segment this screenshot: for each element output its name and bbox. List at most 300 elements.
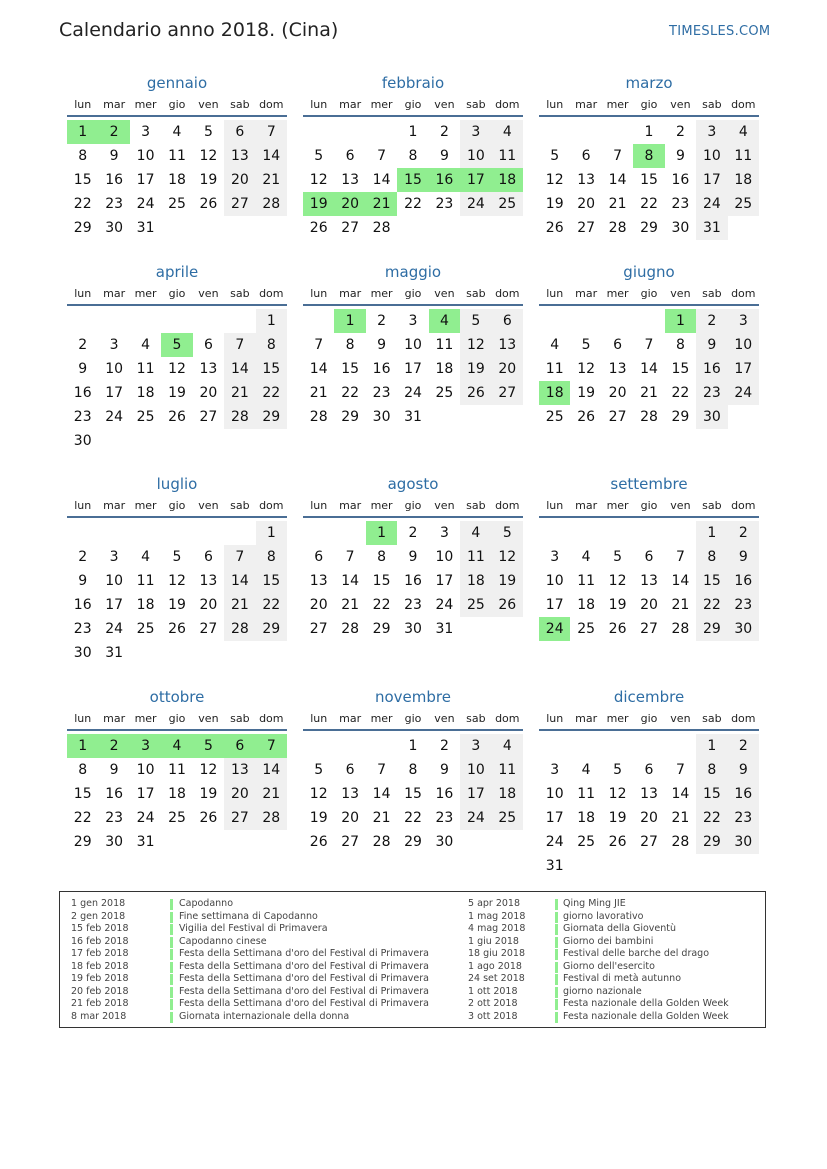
legend-holiday-name: Festa nazionale della Golden Week xyxy=(563,1010,729,1022)
legend-date: 2 gen 2018 xyxy=(71,910,126,922)
day-cell: 28 xyxy=(372,834,391,850)
day-cell: 11 xyxy=(460,545,491,569)
day-cell: 16 xyxy=(671,172,690,188)
legend-color-marker xyxy=(555,924,558,935)
day-cell: 29 xyxy=(640,220,658,236)
weekday-label: mer xyxy=(134,98,157,111)
day-cell: 15 xyxy=(256,569,287,593)
day-cell: 4 xyxy=(141,549,151,565)
weekday-label: dom xyxy=(259,712,284,725)
weekday-label: dom xyxy=(259,287,284,300)
weekday-label: dom xyxy=(259,98,284,111)
day-cell: 21 xyxy=(256,168,287,192)
day-cell: 22 xyxy=(256,381,287,405)
day-cell: 6 xyxy=(203,549,213,565)
day-cell: 14 xyxy=(372,172,391,188)
weekday-label: gio xyxy=(404,499,422,512)
day-cell: 6 xyxy=(492,309,523,333)
day-cell: 29 xyxy=(256,617,287,641)
day-cell: 24 xyxy=(460,192,491,216)
weekday-header xyxy=(67,712,287,728)
day-cell: 2 xyxy=(696,309,727,333)
weekday-label: dom xyxy=(731,712,756,725)
weekday-label: mar xyxy=(103,98,126,111)
day-cell: 9 xyxy=(728,545,759,569)
day-cell: 22 xyxy=(341,385,360,401)
day-cell: 25 xyxy=(136,409,155,425)
weekday-label: ven xyxy=(670,287,691,300)
day-cell: 11 xyxy=(168,148,186,164)
day-cell: 10 xyxy=(545,573,564,589)
legend-date: 1 ott 2018 xyxy=(468,985,518,997)
weekday-label: sab xyxy=(466,499,486,512)
day-cell: 27 xyxy=(640,621,658,637)
weekday-label: lun xyxy=(310,287,328,300)
day-cell: 2 xyxy=(78,549,88,565)
day-cell: 28 xyxy=(608,220,627,236)
day-cell: 17 xyxy=(105,597,124,613)
month-febbraio xyxy=(303,74,523,274)
header-rule xyxy=(539,304,759,306)
day-cell: 23 xyxy=(435,196,454,212)
day-cell: 3 xyxy=(109,337,119,353)
day-cell: 25 xyxy=(168,810,186,826)
day-cell: 4 xyxy=(460,521,491,545)
legend-date: 16 feb 2018 xyxy=(71,935,129,947)
weekday-header xyxy=(539,712,759,728)
day-cell: 3 xyxy=(728,309,759,333)
day-cell: 20 xyxy=(640,810,658,826)
holiday-day-cell: 2 xyxy=(98,734,129,758)
day-cell: 25 xyxy=(545,409,564,425)
day-cell: 26 xyxy=(492,593,523,617)
legend-color-marker xyxy=(555,962,558,973)
site-link[interactable]: TIMESLES.COM xyxy=(669,24,771,39)
legend-date: 24 set 2018 xyxy=(468,973,525,984)
day-cell: 24 xyxy=(460,806,491,830)
day-cell: 23 xyxy=(728,806,759,830)
day-cell: 10 xyxy=(136,148,155,164)
legend-date: 17 feb 2018 xyxy=(71,948,129,959)
day-cell: 17 xyxy=(404,361,422,377)
legend-date: 1 gen 2018 xyxy=(71,898,126,909)
day-cell: 13 xyxy=(341,172,360,188)
day-cell: 6 xyxy=(581,148,591,164)
header-rule xyxy=(539,516,759,518)
legend-holiday-name: Festa nazionale della Golden Week xyxy=(563,998,729,1009)
legend-holiday-name: Festival delle barche del drago xyxy=(563,948,710,959)
day-cell: 12 xyxy=(168,573,186,589)
day-cell: 18 xyxy=(435,361,454,377)
day-cell: 22 xyxy=(696,806,727,830)
day-cell: 3 xyxy=(109,549,119,565)
day-cell: 11 xyxy=(492,758,523,782)
day-cell: 21 xyxy=(341,597,360,613)
holiday-day-cell: 17 xyxy=(460,168,491,192)
day-cell: 21 xyxy=(372,810,391,826)
day-cell: 19 xyxy=(608,597,627,613)
day-cell: 6 xyxy=(203,337,213,353)
day-cell: 5 xyxy=(460,309,491,333)
weekday-label: ven xyxy=(434,712,455,725)
day-cell: 24 xyxy=(545,834,564,850)
legend-date: 1 ago 2018 xyxy=(468,960,522,972)
day-cell: 20 xyxy=(608,385,627,401)
legend-row xyxy=(60,898,760,911)
weekday-label: lun xyxy=(74,499,92,512)
day-cell: 3 xyxy=(550,549,560,565)
day-cell: 25 xyxy=(168,196,186,212)
legend-holiday-name: Festa della Settimana d'oro del Festival di Primavera xyxy=(179,948,429,959)
day-cell: 15 xyxy=(256,357,287,381)
day-cell: 8 xyxy=(675,337,685,353)
day-cell: 24 xyxy=(136,196,155,212)
day-cell: 12 xyxy=(460,333,491,357)
legend-holiday-name: Capodanno cinese xyxy=(179,935,267,947)
month-name: agosto xyxy=(387,475,439,493)
day-cell: 13 xyxy=(224,144,255,168)
day-cell: 10 xyxy=(105,361,124,377)
weekday-label: ven xyxy=(198,287,219,300)
day-cell: 9 xyxy=(439,148,449,164)
day-cell: 30 xyxy=(372,409,391,425)
day-cell: 9 xyxy=(439,762,449,778)
day-cell: 11 xyxy=(435,337,454,353)
day-cell: 24 xyxy=(696,192,727,216)
weekday-label: ven xyxy=(198,499,219,512)
month-gennaio xyxy=(67,74,287,274)
day-cell: 20 xyxy=(341,810,360,826)
weekday-label: lun xyxy=(546,287,564,300)
legend-color-marker xyxy=(555,937,558,948)
day-cell: 7 xyxy=(224,333,255,357)
day-cell: 24 xyxy=(105,621,124,637)
weekday-label: mer xyxy=(134,287,157,300)
weekday-header xyxy=(539,98,759,114)
day-cell: 28 xyxy=(224,617,255,641)
weekday-label: gio xyxy=(168,98,186,111)
day-cell: 16 xyxy=(372,361,391,377)
legend-holiday-name: Giorno dell'esercito xyxy=(563,960,655,972)
day-cell: 21 xyxy=(224,381,255,405)
day-cell: 23 xyxy=(728,593,759,617)
day-cell: 27 xyxy=(224,192,255,216)
day-cell: 13 xyxy=(224,758,255,782)
day-cell: 15 xyxy=(404,786,422,802)
day-cell: 22 xyxy=(73,810,92,826)
day-cell: 6 xyxy=(644,762,654,778)
weekday-label: mer xyxy=(370,712,393,725)
weekday-label: gio xyxy=(640,499,658,512)
page-title: Calendario anno 2018. (Cina) xyxy=(59,19,339,41)
day-cell: 12 xyxy=(608,786,627,802)
day-cell: 10 xyxy=(460,758,491,782)
weekday-label: mar xyxy=(103,287,126,300)
day-cell: 29 xyxy=(256,405,287,429)
day-cell: 9 xyxy=(78,361,88,377)
day-cell: 25 xyxy=(728,192,759,216)
legend-holiday-name: Festa della Settimana d'oro del Festival di Primavera xyxy=(179,998,429,1009)
holiday-day-cell: 5 xyxy=(161,333,192,357)
day-cell: 16 xyxy=(728,782,759,806)
legend-color-marker xyxy=(555,999,558,1010)
legend-holiday-name: Fine settimana di Capodanno xyxy=(179,910,318,922)
day-cell: 18 xyxy=(168,786,186,802)
day-cell: 10 xyxy=(728,333,759,357)
weekday-label: mer xyxy=(606,287,629,300)
legend-holiday-name: Giornata della Gioventù xyxy=(563,923,677,934)
day-cell: 23 xyxy=(73,621,92,637)
day-cell: 26 xyxy=(577,409,596,425)
day-cell: 3 xyxy=(460,120,491,144)
day-cell: 22 xyxy=(372,597,391,613)
day-cell: 18 xyxy=(728,168,759,192)
day-cell: 14 xyxy=(256,758,287,782)
weekday-label: mar xyxy=(339,499,362,512)
day-cell: 22 xyxy=(256,593,287,617)
weekday-label: ven xyxy=(198,98,219,111)
day-cell: 11 xyxy=(545,361,564,377)
day-cell: 29 xyxy=(341,409,360,425)
weekday-label: ven xyxy=(670,499,691,512)
day-cell: 3 xyxy=(696,120,727,144)
day-cell: 27 xyxy=(341,220,360,236)
day-cell: 18 xyxy=(168,172,186,188)
day-cell: 2 xyxy=(728,734,759,758)
day-cell: 12 xyxy=(309,172,328,188)
day-cell: 31 xyxy=(696,216,727,240)
day-cell: 26 xyxy=(309,220,328,236)
day-cell: 26 xyxy=(608,834,627,850)
month-name: ottobre xyxy=(149,688,205,706)
day-cell: 21 xyxy=(608,196,627,212)
weekday-label: dom xyxy=(731,287,756,300)
day-cell: 3 xyxy=(141,124,151,140)
holiday-day-cell: 7 xyxy=(256,734,287,758)
day-cell: 13 xyxy=(640,573,658,589)
day-cell: 30 xyxy=(73,433,92,449)
day-cell: 27 xyxy=(341,834,360,850)
day-cell: 9 xyxy=(408,549,418,565)
day-cell: 19 xyxy=(309,810,328,826)
day-cell: 8 xyxy=(377,549,387,565)
weekday-label: dom xyxy=(731,499,756,512)
holiday-day-cell: 6 xyxy=(224,734,255,758)
day-cell: 26 xyxy=(608,621,627,637)
day-cell: 10 xyxy=(696,144,727,168)
day-cell: 30 xyxy=(696,405,727,429)
weekday-label: ven xyxy=(198,712,219,725)
day-cell: 31 xyxy=(136,834,155,850)
day-cell: 22 xyxy=(696,593,727,617)
day-cell: 14 xyxy=(608,172,627,188)
day-cell: 23 xyxy=(372,385,391,401)
day-cell: 16 xyxy=(696,357,727,381)
weekday-label: sab xyxy=(466,712,486,725)
day-cell: 31 xyxy=(136,220,155,236)
weekday-label: sab xyxy=(702,98,722,111)
day-cell: 3 xyxy=(408,313,418,329)
day-cell: 24 xyxy=(105,409,124,425)
day-cell: 10 xyxy=(545,786,564,802)
header-rule xyxy=(539,115,759,117)
weekday-label: sab xyxy=(230,499,250,512)
day-cell: 26 xyxy=(168,409,186,425)
holiday-day-cell: 3 xyxy=(130,734,161,758)
weekday-label: mar xyxy=(103,499,126,512)
legend-date: 2 ott 2018 xyxy=(468,998,518,1009)
day-cell: 4 xyxy=(141,337,151,353)
day-cell: 12 xyxy=(545,172,564,188)
month-marzo xyxy=(539,74,759,274)
header-rule xyxy=(303,304,523,306)
day-cell: 17 xyxy=(545,597,564,613)
day-cell: 27 xyxy=(640,834,658,850)
day-cell: 26 xyxy=(309,834,328,850)
month-name: gennaio xyxy=(146,74,208,92)
holiday-day-cell: 4 xyxy=(429,309,460,333)
legend-holiday-name: giorno nazionale xyxy=(563,985,642,997)
weekday-label: gio xyxy=(404,98,422,111)
day-cell: 25 xyxy=(492,806,523,830)
day-cell: 11 xyxy=(136,573,155,589)
day-cell: 8 xyxy=(408,762,418,778)
legend-color-marker xyxy=(555,899,558,910)
day-cell: 18 xyxy=(136,597,155,613)
weekday-label: mer xyxy=(370,499,393,512)
day-cell: 27 xyxy=(608,409,627,425)
day-cell: 5 xyxy=(172,549,182,565)
weekday-label: gio xyxy=(640,712,658,725)
day-cell: 10 xyxy=(460,144,491,168)
weekday-label: mer xyxy=(370,98,393,111)
weekday-label: mar xyxy=(575,98,598,111)
day-cell: 23 xyxy=(671,196,690,212)
day-cell: 11 xyxy=(168,762,186,778)
day-cell: 24 xyxy=(136,810,155,826)
day-cell: 30 xyxy=(728,830,759,854)
holiday-day-cell: 8 xyxy=(633,144,664,168)
day-cell: 7 xyxy=(224,545,255,569)
day-cell: 26 xyxy=(545,220,564,236)
day-cell: 7 xyxy=(345,549,355,565)
day-cell: 21 xyxy=(224,593,255,617)
weekday-label: dom xyxy=(495,499,520,512)
day-cell: 9 xyxy=(696,333,727,357)
header-rule xyxy=(67,115,287,117)
day-cell: 15 xyxy=(73,172,92,188)
weekday-label: mer xyxy=(134,499,157,512)
legend-date: 20 feb 2018 xyxy=(71,985,129,997)
legend-row xyxy=(60,998,760,1011)
day-cell: 18 xyxy=(460,569,491,593)
day-cell: 17 xyxy=(136,172,155,188)
day-cell: 1 xyxy=(644,124,654,140)
weekday-header xyxy=(67,98,287,114)
legend-holiday-name: Capodanno xyxy=(179,898,234,909)
holiday-day-cell: 15 xyxy=(397,168,428,192)
weekday-label: sab xyxy=(230,287,250,300)
legend-color-marker xyxy=(555,1012,558,1023)
weekday-label: sab xyxy=(702,499,722,512)
day-cell: 21 xyxy=(256,782,287,806)
day-cell: 8 xyxy=(78,762,88,778)
day-cell: 21 xyxy=(640,385,658,401)
day-cell: 2 xyxy=(675,124,685,140)
day-cell: 27 xyxy=(199,409,218,425)
day-cell: 8 xyxy=(696,758,727,782)
holiday-day-cell: 18 xyxy=(539,381,570,405)
day-cell: 28 xyxy=(671,621,690,637)
legend-date: 15 feb 2018 xyxy=(71,923,129,934)
legend-holiday-name: Festa della Settimana d'oro del Festival di Primavera xyxy=(179,985,429,997)
day-cell: 14 xyxy=(341,573,360,589)
day-cell: 14 xyxy=(372,786,391,802)
day-cell: 2 xyxy=(439,124,449,140)
day-cell: 17 xyxy=(545,810,564,826)
day-cell: 11 xyxy=(492,144,523,168)
day-cell: 6 xyxy=(613,337,623,353)
day-cell: 15 xyxy=(372,573,391,589)
day-cell: 24 xyxy=(435,597,454,613)
day-cell: 4 xyxy=(492,120,523,144)
weekday-label: sab xyxy=(466,98,486,111)
month-name: maggio xyxy=(384,263,442,281)
legend-date: 8 mar 2018 xyxy=(71,1010,127,1022)
day-cell: 14 xyxy=(256,144,287,168)
weekday-label: mar xyxy=(575,287,598,300)
day-cell: 17 xyxy=(136,786,155,802)
day-cell: 14 xyxy=(671,573,690,589)
day-cell: 15 xyxy=(671,361,690,377)
holiday-day-cell: 1 xyxy=(334,309,365,333)
weekday-label: sab xyxy=(702,712,722,725)
day-cell: 7 xyxy=(256,120,287,144)
month-maggio xyxy=(303,263,523,463)
day-cell: 23 xyxy=(696,381,727,405)
weekday-label: mer xyxy=(606,98,629,111)
day-cell: 1 xyxy=(256,309,287,333)
weekday-header xyxy=(303,287,523,303)
month-luglio xyxy=(67,475,287,675)
day-cell: 1 xyxy=(408,124,418,140)
holiday-day-cell: 4 xyxy=(161,734,192,758)
day-cell: 7 xyxy=(675,549,685,565)
weekday-label: ven xyxy=(670,98,691,111)
holiday-day-cell: 2 xyxy=(98,120,129,144)
day-cell: 2 xyxy=(377,313,387,329)
day-cell: 19 xyxy=(460,357,491,381)
day-cell: 13 xyxy=(341,786,360,802)
day-cell: 7 xyxy=(377,148,387,164)
day-cell: 22 xyxy=(640,196,658,212)
weekday-label: lun xyxy=(74,98,92,111)
day-cell: 28 xyxy=(309,409,328,425)
weekday-header xyxy=(67,499,287,515)
legend-date: 18 giu 2018 xyxy=(468,948,525,959)
weekday-label: lun xyxy=(310,499,328,512)
day-cell: 18 xyxy=(492,782,523,806)
day-cell: 1 xyxy=(256,521,287,545)
legend-row xyxy=(60,986,760,999)
weekday-label: sab xyxy=(230,712,250,725)
day-cell: 10 xyxy=(136,762,155,778)
day-cell: 12 xyxy=(199,762,218,778)
header-rule xyxy=(303,729,523,731)
weekday-label: gio xyxy=(640,98,658,111)
legend-color-marker xyxy=(555,987,558,998)
day-cell: 3 xyxy=(460,734,491,758)
